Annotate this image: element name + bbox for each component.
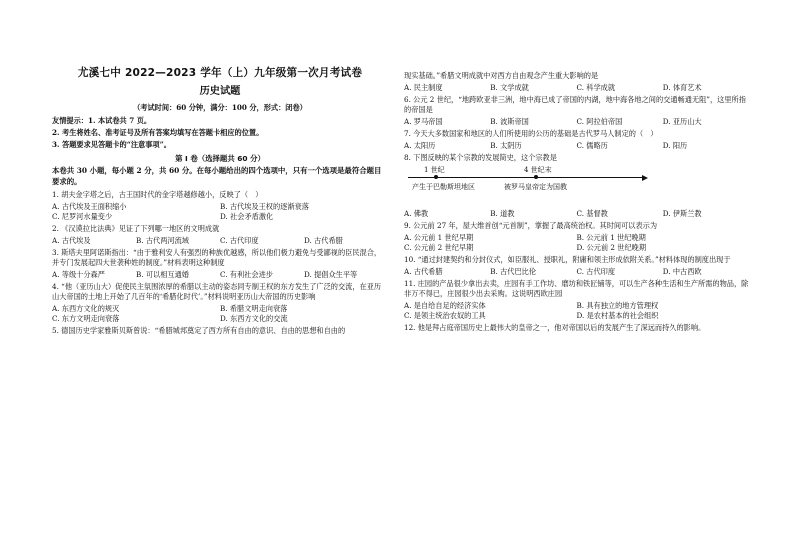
question-item — [52, 248, 388, 280]
answer-option: A. 古代埃及王面积缩小 — [52, 202, 127, 211]
question-item — [404, 95, 749, 127]
question-item — [404, 153, 749, 219]
question-stem: 10. “通过封建契约和分封仪式，如臣服礼、授职礼，附庸和领主形成依附关系。”材料体现的制度出现于 — [404, 255, 731, 264]
option-list — [404, 117, 749, 127]
question-item — [404, 255, 749, 277]
answer-option: C. 科学成就 — [576, 83, 616, 92]
answer-option: C. 是领主统治农奴的工具 — [404, 311, 486, 320]
timeline-point — [434, 175, 438, 179]
answer-option: C. 古代印度 — [220, 236, 259, 245]
option-list — [404, 267, 749, 277]
timeline-diagram — [404, 165, 749, 205]
tip-line-1: 友情提示：1. 本试卷共 7 页。 — [52, 116, 152, 125]
answer-option: B. 波斯帝国 — [490, 117, 529, 126]
answer-option: A. 罗马帝国 — [404, 117, 443, 126]
question-item — [404, 71, 749, 93]
answer-option: D. 社会矛盾激化 — [220, 212, 274, 221]
question-stem: 2. 《汉谟拉比法典》见证了下列哪一地区的文明成就 — [52, 224, 220, 233]
right-column — [404, 71, 749, 335]
right-question-list — [404, 71, 749, 333]
answer-option: A. 民主制度 — [404, 83, 443, 92]
answer-option: D. 东西方文化的交流 — [220, 314, 288, 323]
tip-line-2: 2. 考生将姓名、准考证号及所有答案均填写在答题卡相应的位置。 — [52, 128, 264, 137]
question-item — [404, 323, 749, 333]
question-stem: 9. 公元前 27 年，屋大维首创“元首制”，掌握了最高统治权。其时间可以表示为 — [404, 221, 658, 230]
question-item — [52, 326, 388, 336]
question-stem: 11. 庄园的产品很少拿出去卖，庄园有手工作坊、磨坊和铁匠铺等，可以生产各种生活和生产所需的物品，除非万不得已，庄园很少出去采购。这说明西欧庄园 — [404, 279, 749, 298]
answer-option: D. 伊斯兰教 — [662, 209, 702, 218]
tip-line-3: 3. 答题要求见答题卡的“注意事项”。 — [52, 140, 171, 149]
timeline-point — [534, 175, 538, 179]
answer-option: B. 太阴历 — [490, 141, 522, 150]
answer-option: D. 体育艺术 — [662, 83, 702, 92]
option-list — [52, 236, 388, 246]
answer-option: B. 古代埃及王权的逐渐衰落 — [220, 202, 309, 211]
timeline-axis — [408, 177, 646, 178]
answer-option: D. 是农村基本的社会组织 — [576, 311, 659, 320]
answer-option: A. 公元前 1 世纪早期 — [404, 233, 474, 242]
answer-option: B. 希腊文明走向衰落 — [220, 304, 288, 313]
answer-option: A. 等级十分森严 — [52, 270, 105, 279]
question-stem: 12. 他是拜占庭帝国历史上最伟大的皇帝之一，他对帝国以后的发展产生了深远而持久的影响。 — [404, 323, 706, 332]
answer-option: B. 古代两河流域 — [136, 236, 189, 245]
question-item — [52, 282, 388, 324]
question-stem: 4. “他（亚历山大）促使民主氛围浓厚的希腊以主动的姿态同专制王权的东方发生了广泛的交流，在亚历山大帝国的土地上开始了几百年的‘希腊化时代’。”材料说明亚历山大帝国的历史影响 — [52, 282, 382, 301]
answer-option: C. 儒略历 — [576, 141, 608, 150]
section-instructions: 本卷共 30 小题，每小题 2 分，共 60 分。在每小题给出的四个选项中，只有一个选项是最符合题目要求的。 — [52, 166, 382, 186]
answer-option: B. 道教 — [490, 209, 515, 218]
answer-option: A. 佛教 — [404, 209, 429, 218]
question-stem: 5. 德国历史学家雅斯贝斯曾说：“希腊城邦奠定了西方所有自由的意识、自由的思想和自由的 — [52, 326, 346, 335]
timeline-label: 4 世纪末 — [524, 166, 552, 174]
option-list — [404, 301, 749, 321]
question-stem: 3. 斯塔夫里阿诺斯指出：“由于雅利安人有强烈的种族优越感，所以他们极力避免与受鄙视的臣民混合，并专门发展起四大世袭种姓的制度。”材料表明这种制度 — [52, 248, 382, 267]
option-list — [52, 304, 388, 324]
answer-option: C. 东方文明走向衰落 — [52, 314, 120, 323]
exam-subtitle: 历史试题 — [199, 86, 241, 97]
question-item — [404, 129, 749, 151]
question-item — [404, 221, 749, 253]
timeline-arrow-icon — [642, 175, 648, 181]
answer-option: A. 古代埃及 — [52, 236, 91, 245]
answer-option: C. 有利社会进步 — [220, 270, 273, 279]
question-stem: 1. 胡夫金字塔之后，古王国时代的金字塔越修越小，反映了（ ） — [52, 190, 263, 199]
question-item — [52, 224, 388, 246]
answer-option: A. 是自给自足的经济实体 — [404, 301, 486, 310]
left-column — [52, 66, 388, 338]
answer-option: C. 尼罗河水量变少 — [52, 212, 113, 221]
question-stem: 现实基础。”希腊文明成就中对西方自由观念产生重大影响的是 — [404, 71, 599, 80]
answer-option: B. 可以相互通婚 — [136, 270, 189, 279]
answer-option: C. 基督教 — [576, 209, 608, 218]
answer-option: D. 中古西欧 — [662, 267, 702, 276]
answer-option: A. 东西方文化的规灭 — [52, 304, 120, 313]
answer-option: C. 公元前 2 世纪早期 — [404, 243, 474, 252]
timeline-event: 被罗马皇帝定为国教 — [504, 183, 567, 191]
answer-option: A. 古代希腊 — [404, 267, 443, 276]
option-list — [404, 209, 749, 219]
answer-option: D. 亚历山大 — [662, 117, 702, 126]
option-list — [404, 233, 749, 253]
exam-title: 尤溪七中 2022—2023 学年（上）九年级第一次月考试卷 — [77, 67, 363, 79]
question-item — [404, 279, 749, 321]
answer-option: C. 阿拉伯帝国 — [576, 117, 623, 126]
exam-info: （考试时间：60 分钟，满分：100 分，形式：闭卷） — [133, 103, 307, 112]
answer-option: B. 古代巴比伦 — [490, 267, 537, 276]
timeline-label: 1 世纪 — [424, 166, 445, 174]
answer-option: A. 太阳历 — [404, 141, 436, 150]
option-list — [52, 270, 388, 280]
question-stem: 6. 公元 2 世纪，“地跨欧亚非三洲，地中海已成了帝国的内湖，地中海各地之间的交通畅通无阻”，这里所指的帝国是 — [404, 95, 746, 114]
timeline-event: 产生于巴勒斯坦地区 — [412, 183, 475, 191]
option-list — [404, 141, 749, 151]
section-title: 第 I 卷（选择题共 60 分） — [175, 154, 265, 163]
answer-option: C. 古代印度 — [576, 267, 616, 276]
left-question-list — [52, 190, 388, 336]
question-item — [52, 190, 388, 222]
option-list — [52, 202, 388, 222]
answer-option: B. 具有独立的地方管理权 — [576, 301, 659, 310]
question-stem: 8. 下图反映的某个宗教的发展简史，这个宗教是 — [404, 153, 557, 162]
answer-option: D. 提倡众生平等 — [304, 270, 358, 279]
question-stem: 7. 今天大多数国家和地区的人们所使用的公历的基础是古代罗马人制定的（ ） — [404, 129, 658, 138]
answer-option: D. 阳历 — [662, 141, 688, 150]
answer-option: D. 古代希腊 — [304, 236, 343, 245]
answer-option: B. 公元前 1 世纪晚期 — [576, 233, 646, 242]
answer-option: B. 文学成就 — [490, 83, 529, 92]
answer-option: D. 公元前 2 世纪晚期 — [576, 243, 647, 252]
option-list — [404, 83, 749, 93]
